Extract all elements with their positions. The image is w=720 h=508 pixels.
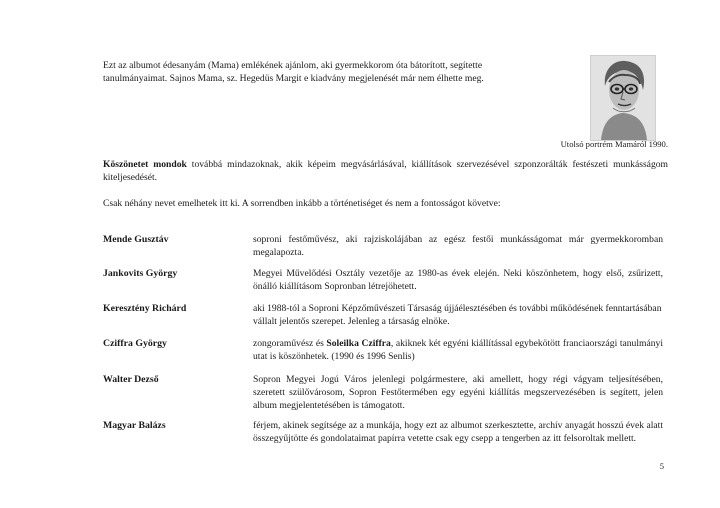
description-text: zongoraművész és [253,338,327,349]
page-number: 5 [659,461,664,471]
person-name: Walter Dezső [103,374,159,385]
person-description [253,233,663,259]
dedication-paragraph [103,59,573,85]
description-text: Sopron Megyei Jogú Város jelenlegi polgármestere, aki amellett, hogy régi vágyam teljesítésében, szeretett szülővárosom, Sopron Festőtermében egy egyéni kiállítás megszervezésében is segített, jelen album megjelentetésében is támogatott. [253,374,663,411]
acknowledgement-lead: Köszönetet mondok [103,159,187,170]
person-name: Magyar Balázs [103,420,166,431]
person-description [253,373,663,412]
portrait-caption: Utolsó portrém Mamáról 1990. [560,139,668,149]
person-name: Cziffra György [103,338,167,349]
person-description [253,267,663,293]
description-text: aki 1988-tól a Soproni Képzőművészeti Társaság újjáélesztésében és további működésének fenntartásában vállalt jelentős szerepet. Jelenleg a társaság elnöke. [253,303,662,327]
person-name: Mende Gusztáv [103,234,169,245]
description-text: férjem, akinek segítsége az a munkája, hogy ezt az albumot szerkesztette, archív anyagát hosszú évek alatt összegyűjtötte és gondolataimat papírra vetette csak egy csepp a tengerben az itt felsoroltak mellett. [253,420,663,444]
person-description [253,337,663,363]
person-name: Keresztény Richárd [103,303,187,314]
description-text: soproni festőművész, aki rajziskolájában az egész festői munkásságomat már gyermekkoromban megalapozta. [253,234,663,258]
dedication-line: tanulmányaimat. Sajnos Mama, sz. Hegedüs Margit e kiadvány megjelenését már nem élhette meg. [103,73,484,84]
person-description [253,419,663,445]
acknowledgement-text: továbbá mindazoknak, akik képeim megvásárlásával, kiállítások szervezésével szponzorálták festészeti munkásságom kiteljesedését. [103,159,668,183]
dedication-line: Ezt az albumot édesanyám (Mama) emlékének ajánlom, aki gyermekkorom óta bátorított, segítette [103,60,483,71]
description-text: , akiknek két egyéni kiállítással egybekötött franciaországi tanulmányi utat is köszönhetek. (1990 és 1996 Senlis) [253,338,664,362]
person-name: Jankovits György [103,268,178,279]
acknowledgement-paragraph [103,158,668,184]
intro-paragraph: Csak néhány nevet emelhetek itt ki. A sorrendben inkább a történetiséget és nem a fontosságot követve: [103,198,501,209]
description-text: Megyei Művelődési Osztály vezetője az 1980-as évek elején. Neki köszönhetem, hogy első, zsűrizett, önálló kiállításom Sopronban létrejöhetett. [253,268,663,292]
portrait-image [590,55,656,141]
person-description [253,302,663,328]
description-bold-name: Soleilka Cziffra [326,338,391,349]
portrait-drawing [591,56,655,140]
